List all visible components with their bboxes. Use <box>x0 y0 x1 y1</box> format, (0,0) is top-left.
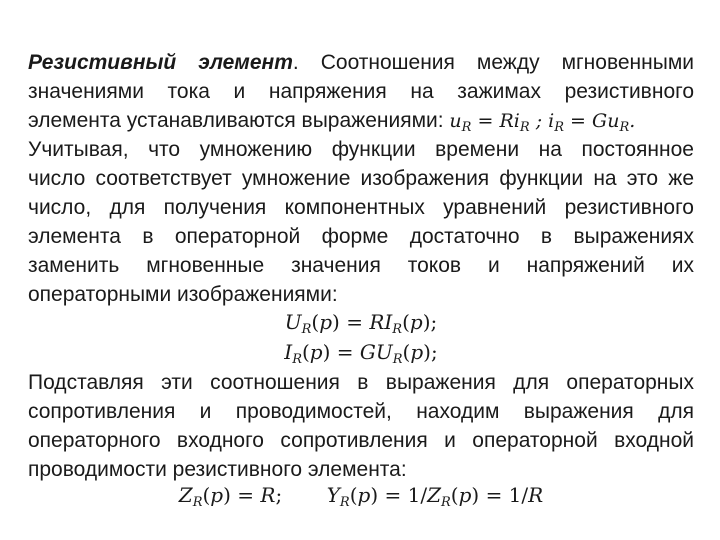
paragraph-line: проводимости резистивного элемента: <box>28 458 407 481</box>
paragraph-line: число, для получения компонентных уравнений резистивного <box>28 196 694 219</box>
lead-line3: элемента устанавливаются выражениями: <box>28 109 444 132</box>
paragraph-line: число соответствует умножение изображения функции на это же <box>28 167 694 190</box>
paragraph-substitution <box>28 368 694 484</box>
paragraph-line: сопротивления и проводимостей, находим выражения для <box>28 400 694 423</box>
paragraph-line: операторными изображениями: <box>28 283 338 306</box>
paragraph-line <box>28 48 694 77</box>
paragraph-line: элемента в операторной форме достаточно в выражениях <box>28 225 694 248</box>
inline-formula: $u_R = Ri_R$ ; $i_R = Gu_R$. <box>449 110 636 135</box>
formula-current: $I_R(p) = GU_R(p)$; <box>284 340 438 367</box>
paragraph-resistive-element <box>28 48 694 135</box>
paragraph-line: Учитывая, что умножению функции времени на постоянное <box>28 138 694 161</box>
paragraph-line: операторного входного сопротивления и операторной входной <box>28 429 694 452</box>
paragraph-line: Подставляя эти соотношения в выражения для операторных <box>28 371 694 394</box>
formula-voltage: $U_R(p) = RI_R(p)$; <box>284 310 438 337</box>
paragraph-operator-form <box>28 135 694 309</box>
formula-impedance-admittance: $Z_R(p) = R$; $Y_R(p) = 1/Z_R(p) = 1/R$ <box>178 483 544 510</box>
paragraph-line: заменить мгновенные значения токов и напряжений их <box>28 254 694 277</box>
paragraph-line: значениями тока и напряжения на зажимах резистивного <box>28 80 694 103</box>
lead-rest: . Соотношения между мгновенными <box>292 51 695 74</box>
lead-term: Резистивный элемент <box>28 51 293 74</box>
paragraph-line <box>28 106 694 135</box>
